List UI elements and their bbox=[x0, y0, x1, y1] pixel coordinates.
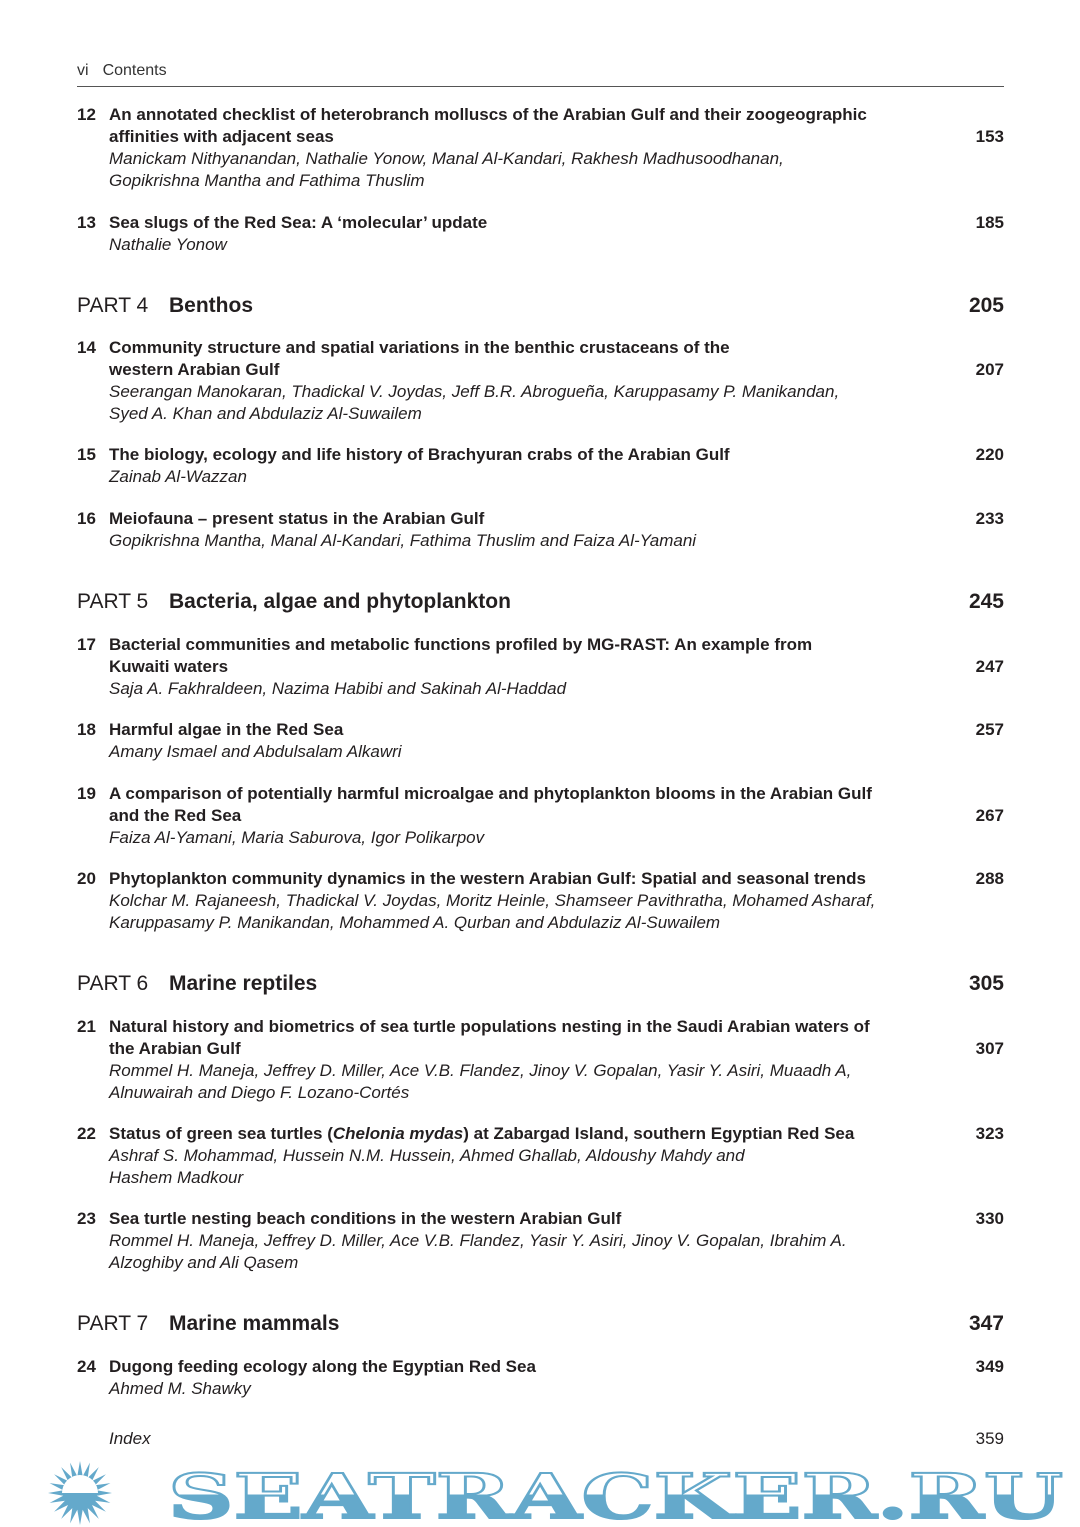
page-number: 359 bbox=[975, 1429, 1004, 1448]
part-label: PART 7 bbox=[77, 1312, 149, 1335]
chapter-text bbox=[109, 1428, 959, 1450]
species-name: Chelonia mydas bbox=[332, 1124, 464, 1143]
chapter-title-line: Bacterial communities and metabolic functions profiled by MG-RAST: An example from bbox=[109, 635, 813, 654]
chapter-text bbox=[109, 212, 959, 256]
chapter-authors-line: Amany Ismael and Abdulsalam Alkawri bbox=[109, 742, 402, 761]
chapter-number: 17 bbox=[77, 635, 96, 654]
chapter-authors-line: Ahmed M. Shawky bbox=[109, 1379, 251, 1398]
chapter-title-line: Kuwaiti waters bbox=[109, 657, 229, 676]
chapter-number: 12 bbox=[77, 105, 96, 124]
chapter-authors-line: Gopikrishna Mantha, Manal Al-Kandari, Fathima Thuslim and Faiza Al-Yamani bbox=[109, 531, 697, 550]
chapter-title-line: Sea turtle nesting beach conditions in the western Arabian Gulf bbox=[109, 1209, 622, 1228]
chapter-number: 20 bbox=[77, 869, 96, 888]
page-number: 207 bbox=[975, 360, 1004, 379]
chapter-title-segment: ) at Zabargad Island, southern Egyptian Red Sea bbox=[463, 1124, 855, 1143]
chapter-title-line: and the Red Sea bbox=[109, 806, 242, 825]
chapter-authors-line: Gopikrishna Mantha and Fathima Thuslim bbox=[109, 171, 425, 190]
chapter-title-line: the Arabian Gulf bbox=[109, 1039, 241, 1058]
chapter-text bbox=[109, 1356, 959, 1400]
page-number: 153 bbox=[975, 127, 1004, 146]
chapter-text bbox=[109, 1123, 959, 1189]
page-number: 233 bbox=[975, 509, 1004, 528]
chapter-text bbox=[109, 444, 959, 488]
part-label: PART 5 bbox=[77, 590, 149, 613]
part-page-number: 347 bbox=[968, 1312, 1004, 1335]
part-page-number: 305 bbox=[968, 972, 1004, 995]
chapter-number: 21 bbox=[77, 1017, 96, 1036]
chapter-authors-line: Rommel H. Maneja, Jeffrey D. Miller, Ace V.B. Flandez, Yasir Y. Asiri, Jinoy V. Gopalan, Ibrahim A. bbox=[109, 1231, 847, 1250]
chapter-title-line: Meiofauna – present status in the Arabian Gulf bbox=[109, 509, 485, 528]
chapter-title-line: Dugong feeding ecology along the Egyptian Red Sea bbox=[109, 1357, 536, 1376]
chapter-text bbox=[109, 634, 959, 700]
running-header bbox=[77, 62, 167, 80]
chapter-text bbox=[109, 783, 959, 849]
part-label: PART 6 bbox=[77, 972, 149, 995]
sunburst-icon bbox=[48, 1461, 112, 1525]
chapter-text bbox=[109, 868, 959, 934]
chapter-authors-line: Kolchar M. Rajaneesh, Thadickal V. Joydas, Moritz Heinle, Shamseer Pavithratha, Mohamed Asharaf, bbox=[109, 891, 876, 910]
chapter-title-line: An annotated checklist of heterobranch molluscs of the Arabian Gulf and their zoogeographic bbox=[109, 105, 867, 124]
watermark-text: SEATRACKER.RU bbox=[168, 1460, 1063, 1526]
part-label: PART 4 bbox=[77, 294, 149, 317]
chapter-number: 22 bbox=[77, 1124, 96, 1143]
page-number: 307 bbox=[975, 1039, 1004, 1058]
page-number: 288 bbox=[975, 869, 1004, 888]
chapter-title-line: western Arabian Gulf bbox=[109, 360, 280, 379]
chapter-title-line: affinities with adjacent seas bbox=[109, 127, 334, 146]
chapter-title-line: Phytoplankton community dynamics in the western Arabian Gulf: Spatial and seasonal trends bbox=[109, 869, 866, 888]
page-number: 220 bbox=[975, 445, 1004, 464]
page-number: 349 bbox=[975, 1357, 1004, 1376]
chapter-title-line: Harmful algae in the Red Sea bbox=[109, 720, 344, 739]
chapter-title-line: Community structure and spatial variations in the benthic crustaceans of the bbox=[109, 338, 730, 357]
chapter-number: 23 bbox=[77, 1209, 96, 1228]
chapter-text bbox=[109, 104, 959, 192]
part-page-number: 205 bbox=[968, 294, 1004, 317]
chapter-text bbox=[109, 1016, 959, 1104]
header-title: Contents bbox=[102, 62, 167, 79]
part-title: Bacteria, algae and phytoplankton bbox=[169, 590, 511, 613]
page-number: 257 bbox=[975, 720, 1004, 739]
chapter-authors-line: Karuppasamy P. Manikandan, Mohammed A. Qurban and Abdulaziz Al-Suwailem bbox=[109, 913, 721, 932]
chapter-authors-line: Faiza Al-Yamani, Maria Saburova, Igor Polikarpov bbox=[109, 828, 485, 847]
chapter-authors-line: Manickam Nithyanandan, Nathalie Yonow, Manal Al-Kandari, Rakhesh Madhusoodhanan, bbox=[109, 149, 784, 168]
chapter-text bbox=[109, 508, 959, 552]
chapter-number: 15 bbox=[77, 445, 96, 464]
chapter-title bbox=[109, 1123, 959, 1145]
chapter-text bbox=[109, 719, 959, 763]
page-number: 267 bbox=[975, 806, 1004, 825]
part-page-number: 245 bbox=[968, 590, 1004, 613]
part-title: Marine mammals bbox=[169, 1312, 340, 1335]
chapter-text bbox=[109, 1208, 959, 1274]
header-page-number: vi bbox=[77, 62, 89, 79]
watermark bbox=[0, 1460, 1080, 1526]
index-title: Index bbox=[109, 1429, 151, 1448]
chapter-authors-line: Nathalie Yonow bbox=[109, 235, 227, 254]
chapter-number: 24 bbox=[77, 1357, 96, 1376]
chapter-authors-line: Syed A. Khan and Abdulaziz Al-Suwailem bbox=[109, 404, 422, 423]
header-rule bbox=[77, 86, 1004, 87]
part-title: Benthos bbox=[169, 294, 253, 317]
page-number: 247 bbox=[975, 657, 1004, 676]
chapter-number: 14 bbox=[77, 338, 96, 357]
chapter-title-segment: Status of green sea turtles ( bbox=[109, 1124, 333, 1143]
chapter-authors-line: Zainab Al-Wazzan bbox=[109, 467, 247, 486]
chapter-number: 16 bbox=[77, 509, 96, 528]
chapter-authors-line: Saja A. Fakhraldeen, Nazima Habibi and Sakinah Al-Haddad bbox=[109, 679, 567, 698]
chapter-title-line: A comparison of potentially harmful microalgae and phytoplankton blooms in the Arabian Gulf bbox=[109, 784, 872, 803]
chapter-title-line: Sea slugs of the Red Sea: A ‘molecular’ update bbox=[109, 213, 488, 232]
chapter-text bbox=[109, 337, 959, 425]
chapter-title-line: Natural history and biometrics of sea turtle populations nesting in the Saudi Arabian waters of bbox=[109, 1017, 870, 1036]
chapter-authors-line: Alzoghiby and Ali Qasem bbox=[109, 1253, 299, 1272]
chapter-authors-line: Seerangan Manokaran, Thadickal V. Joydas, Jeff B.R. Abrogueña, Karuppasamy P. Manikandan, bbox=[109, 382, 840, 401]
chapter-authors-line: Hashem Madkour bbox=[109, 1168, 244, 1187]
part-title: Marine reptiles bbox=[169, 972, 318, 995]
chapter-number: 18 bbox=[77, 720, 96, 739]
chapter-number: 13 bbox=[77, 213, 96, 232]
chapter-title-line: The biology, ecology and life history of Brachyuran crabs of the Arabian Gulf bbox=[109, 445, 730, 464]
page-number: 185 bbox=[975, 213, 1004, 232]
chapter-authors-line: Rommel H. Maneja, Jeffrey D. Miller, Ace V.B. Flandez, Jinoy V. Gopalan, Yasir Y. Asiri, Muaadh A, bbox=[109, 1061, 852, 1080]
chapter-authors-line: Alnuwairah and Diego F. Lozano-Cortés bbox=[109, 1083, 410, 1102]
chapter-authors-line: Ashraf S. Mohammad, Hussein N.M. Hussein, Ahmed Ghallab, Aldoushy Mahdy and bbox=[109, 1146, 745, 1165]
chapter-number: 19 bbox=[77, 784, 96, 803]
page-number: 330 bbox=[975, 1209, 1004, 1228]
page-number: 323 bbox=[975, 1124, 1004, 1143]
